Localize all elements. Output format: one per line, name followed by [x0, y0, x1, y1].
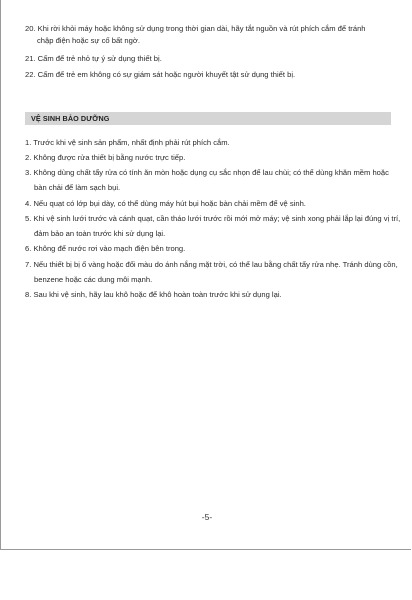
maintenance-item-1: 1. Trước khi vệ sinh sản phẩm, nhất định phải rút phích cắm. [25, 138, 230, 147]
maintenance-item-8: 8. Sau khi vệ sinh, hãy lau khô hoặc để khô hoàn toàn trước khi sử dụng lại. [25, 290, 282, 299]
maintenance-item-2: 2. Không được rửa thiết bị bằng nước trực tiếp. [25, 153, 186, 162]
maintenance-item-5: 5. Khi vệ sinh lưới trước và cánh quạt, cần tháo lưới trước rồi mới mở máy; vệ sinh xong phải lắp lại đúng vị trí, đảm bảo an toàn trước khi sử dụng lại. [25, 214, 401, 238]
list-item-20: 20. Khi rời khỏi máy hoặc không sử dụng trong thời gian dài, hãy tắt nguồn và rút phích cắm để tránh chập điện hoặc sự cố bất ngờ. [25, 24, 366, 45]
page-number: -5- [201, 512, 213, 522]
section-title-maintenance: VỆ SINH BẢO DƯỠNG [25, 112, 391, 125]
maintenance-item-3: 3. Không dùng chất tẩy rửa có tính ăn mòn hoặc dụng cụ sắc nhọn để lau chùi; có thể dùng khăn mềm hoặc bàn chải để làm sạch bụi. [25, 168, 389, 192]
maintenance-item-6: 6. Không để nước rơi vào mạch điện bên trong. [25, 244, 186, 253]
list-item-21: 21. Cấm để trẻ nhỏ tự ý sử dụng thiết bị. [25, 54, 162, 63]
list-item-22: 22. Cấm để trẻ em không có sự giám sát hoặc người khuyết tật sử dụng thiết bị. [25, 70, 296, 79]
maintenance-item-7: 7. Nếu thiết bị bị ố vàng hoặc đổi màu do ánh nắng mặt trời, có thể lau bằng chất tẩy rửa nhẹ. Tránh dùng cồn, benzene hoặc các dung môi mạnh. [25, 260, 398, 284]
maintenance-item-4: 4. Nếu quạt có lớp bụi dày, có thể dùng máy hút bụi hoặc bàn chải mềm để vệ sinh. [25, 199, 306, 208]
